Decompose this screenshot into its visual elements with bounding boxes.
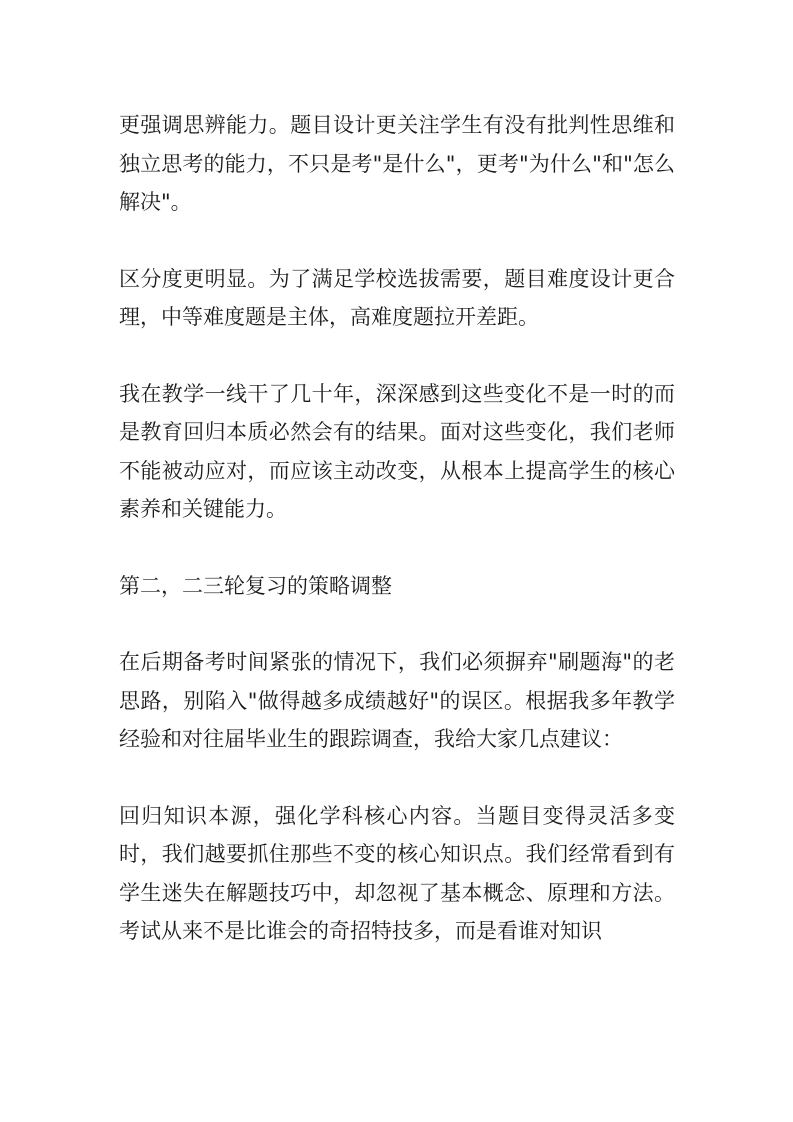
paragraph-thinking-ability: 更强调思辨能力。题目设计更关注学生有没有批判性思维和独立思考的能力，不只是考"是什么"，更考"为什么"和"怎么解决"。 bbox=[119, 113, 675, 214]
section-heading-review-strategy: 第二，二三轮复习的策略调整 bbox=[119, 573, 392, 598]
paragraph-teaching-experience: 我在教学一线干了几十年，深深感到这些变化不是一时的而是教育回归本质必然会有的结果。面对这些变化，我们老师不能被动应对，而应该主动改变，从根本上提高学生的核心素养和关键能力。 bbox=[119, 381, 675, 521]
document-body bbox=[119, 106, 675, 989]
paragraph-differentiation: 区分度更明显。为了满足学校选拔需要，题目难度设计更合理，中等难度题是主体，高难度题拉开差距。 bbox=[119, 266, 675, 329]
paragraph-core-knowledge: 回归知识本源，强化学科核心内容。当题目变得灵活多变时，我们越要抓住那些不变的核心知识点。我们经常看到有学生迷失在解题技巧中，却忽视了基本概念、原理和方法。考试从来不是比谁会的奇招特技多，而是看谁对知识 bbox=[119, 803, 675, 943]
paragraph-review-advice-intro: 在后期备考时间紧张的情况下，我们必须摒弃"刷题海"的老思路，别陷入"做得越多成绩越好"的误区。根据我多年教学经验和对往届毕业生的跟踪调查，我给大家几点建议： bbox=[119, 650, 675, 751]
